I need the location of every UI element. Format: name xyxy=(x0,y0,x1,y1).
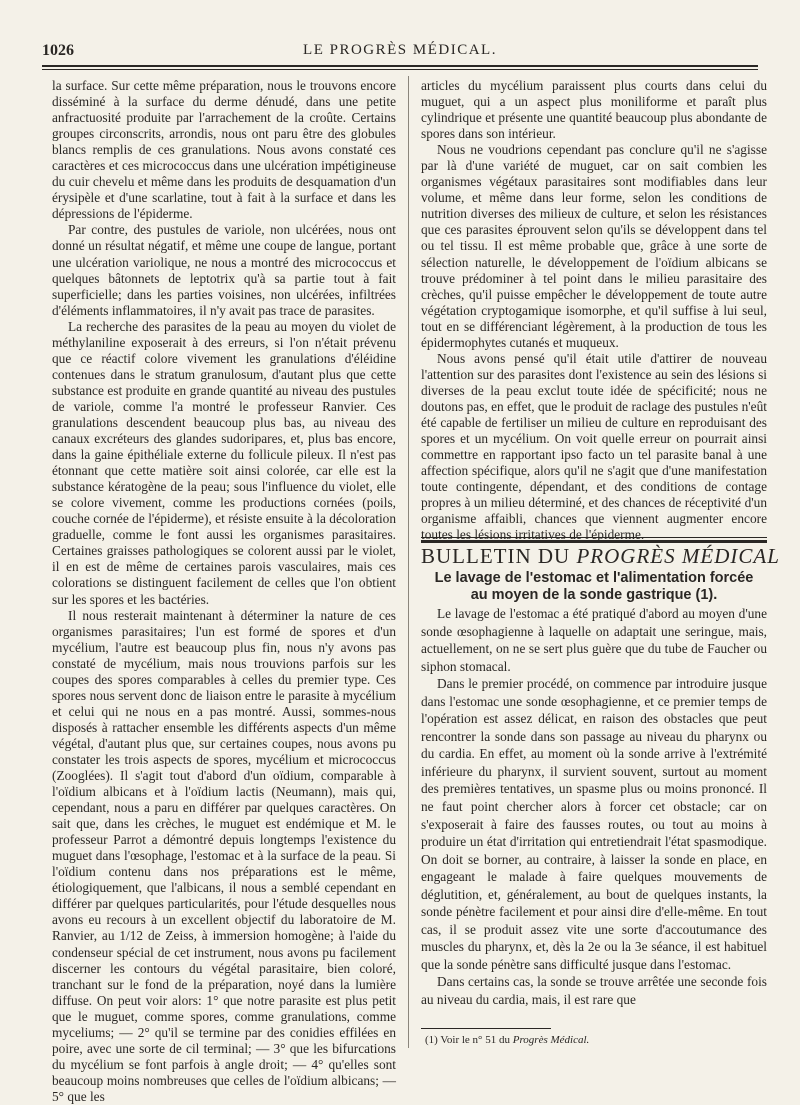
article-title-line: Le lavage de l'estomac et l'alimentation forcée xyxy=(434,570,754,586)
paragraph: Nous ne voudrions cependant pas conclure qu'il ne s'agisse par là d'une variété de muguet, car on sait combien les organismes végétaux parasitaires sont modifiables dans leur volume, et même dans leur forme, selon les conditions de nutrition diverses des milieux de culture, et selon les résistances que ces parasites éprouvent selon qu'ils se développent dans tel ou tel tissu. Il est même probable que, grâce à une sorte de sélection naturelle, le développement de l'oïdium albicans se trouve prédominer à tel point dans le milieu parasitaire des crèches, qu'il puisse empêcher le développement de toute autre végétation cryptogamique isomorphe, et qu'il suffise à lui seul, tout en se différenciant légèrement, à la production de tous les épidermophytes cutanés et muqueux. xyxy=(421,142,767,350)
left-column xyxy=(52,78,396,1105)
paragraph: La recherche des parasites de la peau au moyen du violet de méthylaniline exposerait à des erreurs, si l'on n'était prévenu que ce réactif colore vivement les granulations d'éléidine contenues dans le stratum granulosum, d'autant plus que cette substance est produite en grande quantité au niveau des pustules de variole, comme l'a montré le professeur Ranvier. Ces granulations descendent beaucoup plus bas, au niveau des canaux excréteurs des glandes sudoripares, et, plus bas encore, dans la gaine épithéliale externe du follicule pileux. Il n'est pas étonnant que cette matière soit ainsi colorée, car elle est la substance kératogène de la peau; sous l'influence du violet, elle se colore vivement, comme les productions cornées (poils, couche cornée de l'épiderme), et résiste ensuite à la décoloration graduelle, comme le font aussi les organismes parasitaires. Certaines graisses pathologiques se colorent aussi par le violet, il en est de même de certaines parois vasculaires, mais ces colorations se distinguent facilement de celles que l'on obtient sur les spores et les bactéries. xyxy=(52,318,396,607)
page-number: 1026 xyxy=(42,42,74,59)
footnote-rule xyxy=(421,1028,551,1029)
paragraph: Nous avons pensé qu'il était utile d'attirer de nouveau l'attention sur des parasites dont l'existence au sein des lésions si diverses de la peau exclut toute idée de spécificité; nous ne doutons pas, en effet, que le produit de raclage des pustules n'eût été capable de fertiliser un milieu de culture en reproduisant des spores et un mycélium. On voit quelle erreur on pourrait ainsi commettre en rapportant ipso facto un tel parasite banal à une affection spécifique, alors qu'il ne s'agit que d'une manifestation toute contingente, dépendant, et des conditions de contage propres à un milieu déterminé, et des chances de réceptivité d'un organisme affaibli, chances que viennent augmenter encore toutes les lésions irritatives de l'épiderme. xyxy=(421,350,767,543)
column-divider xyxy=(408,76,409,1048)
paragraph: Dans certains cas, la sonde se trouve arrêtée une seconde fois au niveau du cardia, mais, il est rare que xyxy=(421,974,767,1008)
paragraph: articles du mycélium paraissent plus courts dans celui du muguet, qui a un aspect plus moniliforme et paraît plus cylindrique et présente une quantité beaucoup plus abondante de spores dans son intérieur. xyxy=(421,78,767,142)
bulletin-prefix: BULLETIN DU xyxy=(421,544,577,568)
bulletin-journal: PROGRÈS MÉDICAL xyxy=(576,544,780,568)
article-body xyxy=(421,605,767,1009)
paragraph: Il nous resterait maintenant à déterminer la nature de ces organismes parasitaires; l'un est formé de spores et d'un mycélium, l'autre est beaucoup plus fin, nous n'y avons pas constaté de mycélium, mais nous trouvions parfois sur les coupes des spores comparables à celles du premier type. Ces spores nous servent donc de liaison entre le parasite à mycélium et celui qui ne nous en a pas montré. Aussi, sommes-nous disposés à rattacher ensemble les différents aspects d'un même végétal, d'autant plus que, sur certaines coupes, nous avons pu constater les trois aspects de spores, mycélium et micrococcus (Zooglées). Il s'agit tout d'abord d'un oïdium, comparable à l'oïdium albicans et à l'oïdium lactis (Neumann), mais qui, cependant, nous a paru en différer par quelques caractères. On sait que, dans les crèches, le muguet est endémique et M. le professeur Parrot a démontré depuis longtemps l'existence du muguet dans l'œsophage, l'estomac et à la surface de la peau. Si l'oïdium contenu dans nos préparations est le même, étiologiquement, que l'albicans, il nous a semblé cependant en différer par quelques particularités, pour l'étude desquelles nous avons eu recours à un excellent objectif du laboratoire de M. Ranvier, au 1/12 de Zeiss, à immersion homogène; à l'aide du condenseur spécial de cet instrument, nous avons pu facilement discerner les contours du végétal parasitaire, bien coloré, tranchant sur le fond de la préparation, noyé dans la lumière diffuse. On peut voir alors: 1° que notre parasite est plus petit que le muguet, comme spores, comme granulations, comme myceliums; — 2° qu'il se termine par des conidies effilées en poire, avec une sorte de cil terminal; — 3° que les bifurcations du mycélium se font parfois à angle droit; — 4° qu'elles sont beaucoup moins nombreuses que celles de l'oïdium albicans; — 5° que les xyxy=(52,607,396,1104)
article-title-line: au moyen de la sonde gastrique (1). xyxy=(470,587,718,603)
journal-title: LE PROGRÈS MÉDICAL. xyxy=(303,42,497,58)
paragraph: Dans le premier procédé, on commence par introduire jusque dans l'estomac une sonde œsophagienne, et ce premier temps de l'opération est assez délicat, en raison des obstacles que peut rencontrer la sonde dans son passage au niveau du pharynx ou du cardia. En effet, au moment où la sonde arrive à l'extrémité inférieure du pharynx, il survient souvent, surtout au moment des premières tentatives, un spasme plus ou moins prononcé. Il ne faut point chercher alors à forcer cet obstacle; car on s'exposerait à faire des fausses routes, ou tout au moins à produire un état d'irritation qui entretiendrait l'état spasmodique. On doit se borner, au contraire, à laisser la sonde en place, en engageant le malade à faire quelques mouvements de déglutition, et, généralement, au bout de quelques instants, la sonde pénètre facilement et pour ainsi dire d'elle-même. En tout cas, il se produit assez vite une sorte d'accoutumance des muscles du pharynx, et, dès la 2e ou la 3e séance, il est habituel que la sonde pénètre sans difficulté jusque dans l'estomac. xyxy=(421,676,767,972)
header-rule xyxy=(42,65,758,70)
paragraph: Par contre, des pustules de variole, non ulcérées, nous ont donné un résultat négatif, et même une coupe de langue, portant une ulcération variolique, ne nous a montré des micrococcus et quelques bâtonnets de leptotrix qu'à sa partie tout à fait superficielle; dans les parties voisines, non ulcérées, infiltrées d'éléments inflammatoires, il n'y avait pas trace de parasites. xyxy=(52,222,396,318)
bulletin-heading xyxy=(421,544,780,569)
footnote xyxy=(425,1034,589,1046)
paragraph: Le lavage de l'estomac a été pratiqué d'abord au moyen d'une sonde œsophagienne à laquelle on adaptait une seringue, mais, actuellement, on ne se sert plus guère que du tube de Faucher ou siphon stomacal. xyxy=(421,606,767,674)
section-rule xyxy=(421,537,767,543)
footnote-journal: Progrès Médical. xyxy=(512,1034,590,1046)
right-column xyxy=(421,78,767,543)
page-header xyxy=(42,38,758,62)
footnote-text: (1) Voir le n° 51 du xyxy=(425,1034,513,1046)
article-title xyxy=(421,570,767,604)
paragraph: la surface. Sur cette même préparation, nous le trouvons encore disséminé à la surface du derme dénudé, dans une petite anfractuosité produite par l'arrachement de la croûte. Certains groupes circonscrits, arrondis, nous ont paru être des globules blancs remplis de ces granulations. Nous avons constaté ces caractères et ces micrococcus dans une ulcération impétigineuse du cuir chevelu et même dans les produits de desquamation d'un érysipèle et d'une scarlatine, tout à fait à la surface et dans les dépressions de l'épiderme. xyxy=(52,78,396,222)
